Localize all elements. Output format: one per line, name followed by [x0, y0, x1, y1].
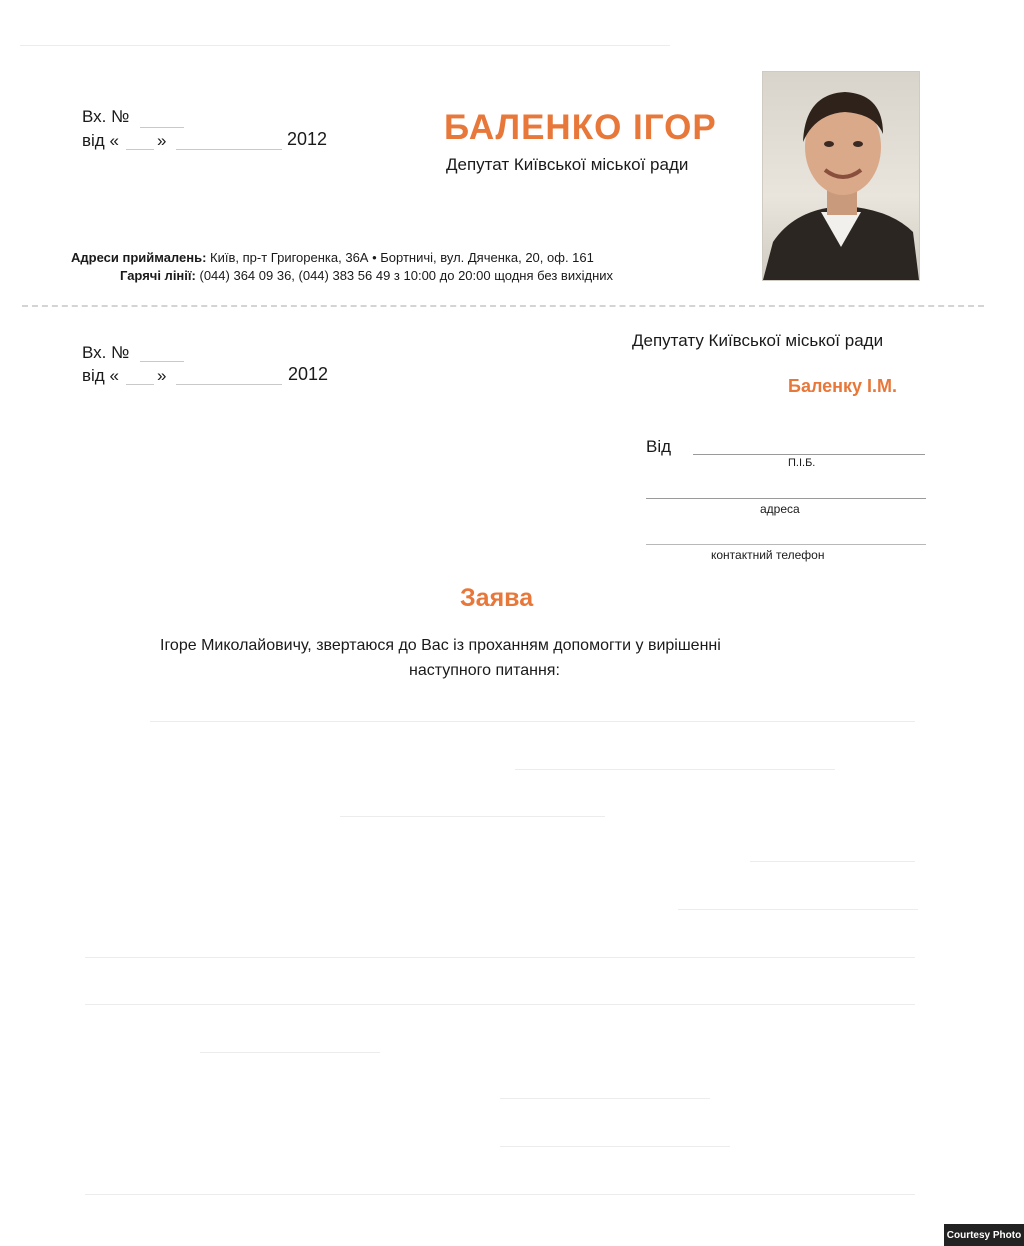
- hotlines-line: [120, 268, 613, 283]
- stub-incoming-number: [82, 107, 129, 127]
- writing-line: [750, 861, 915, 862]
- form-date-prefix: від «: [82, 366, 119, 385]
- paper-edge: [20, 45, 670, 46]
- hotlines-value: (044) 364 09 36, (044) 383 56 49 з 10:00 до 20:00 щодня без вихідних: [199, 268, 614, 283]
- stub-date-prefix: від «: [82, 131, 119, 150]
- photo-credit: Courtesy Photo: [944, 1224, 1024, 1246]
- name-field-line: [693, 454, 925, 455]
- form-date-mid: »: [157, 366, 167, 385]
- address-caption: адреса: [760, 502, 800, 516]
- addresses-label: Адреси приймалень:: [71, 250, 207, 265]
- hotlines-label: Гарячі лінії:: [120, 268, 196, 283]
- from-label: Від: [646, 437, 672, 456]
- form-number-blank: [140, 361, 184, 362]
- writing-line: [515, 769, 835, 770]
- writing-line: [85, 1004, 915, 1005]
- phone-caption: контактний телефон: [711, 548, 825, 562]
- writing-line: [150, 721, 915, 722]
- stub-day-blank: [126, 149, 154, 150]
- deputy-photo: [762, 71, 920, 281]
- address-field-line: [646, 498, 926, 499]
- stub-number-blank: [140, 127, 184, 128]
- stub-date-row: [82, 131, 119, 151]
- body-line-1: Ігоре Миколайовичу, звертаюся до Вас із проханням допомогти у вирішенні: [160, 637, 721, 654]
- form-day-blank: [126, 384, 154, 385]
- recipient-title: Депутату Київської міської ради: [632, 331, 884, 350]
- deputy-title: Депутат Київської міської ради: [446, 155, 689, 174]
- body-line-2: наступного питання:: [409, 662, 560, 679]
- stub-month-blank: [176, 149, 282, 150]
- writing-line: [678, 909, 918, 910]
- writing-line: [500, 1146, 730, 1147]
- form-month-blank: [176, 384, 282, 385]
- stub-incoming-label: Вх. №: [82, 107, 130, 126]
- writing-line: [340, 816, 605, 817]
- addresses-value: Київ, пр-т Григоренка, 36А • Бортничі, вул. Дяченка, 20, оф. 161: [210, 250, 594, 265]
- form-incoming-label: Вх. №: [82, 343, 130, 362]
- addresses-line: [71, 250, 594, 265]
- stub-year: 2012: [287, 129, 328, 149]
- writing-line: [500, 1098, 710, 1099]
- document-title: Заява: [460, 584, 534, 612]
- deputy-name: БАЛЕНКО ІГОР: [444, 108, 717, 147]
- writing-line: [85, 1194, 915, 1195]
- form-year: 2012: [288, 364, 329, 384]
- writing-line: [85, 957, 915, 958]
- writing-line: [200, 1052, 380, 1053]
- phone-field-line: [646, 544, 926, 545]
- recipient-name: Баленку І.М.: [788, 376, 898, 396]
- cut-line: [22, 305, 984, 307]
- stub-date-mid: »: [157, 131, 167, 150]
- name-caption: П.І.Б.: [788, 457, 816, 469]
